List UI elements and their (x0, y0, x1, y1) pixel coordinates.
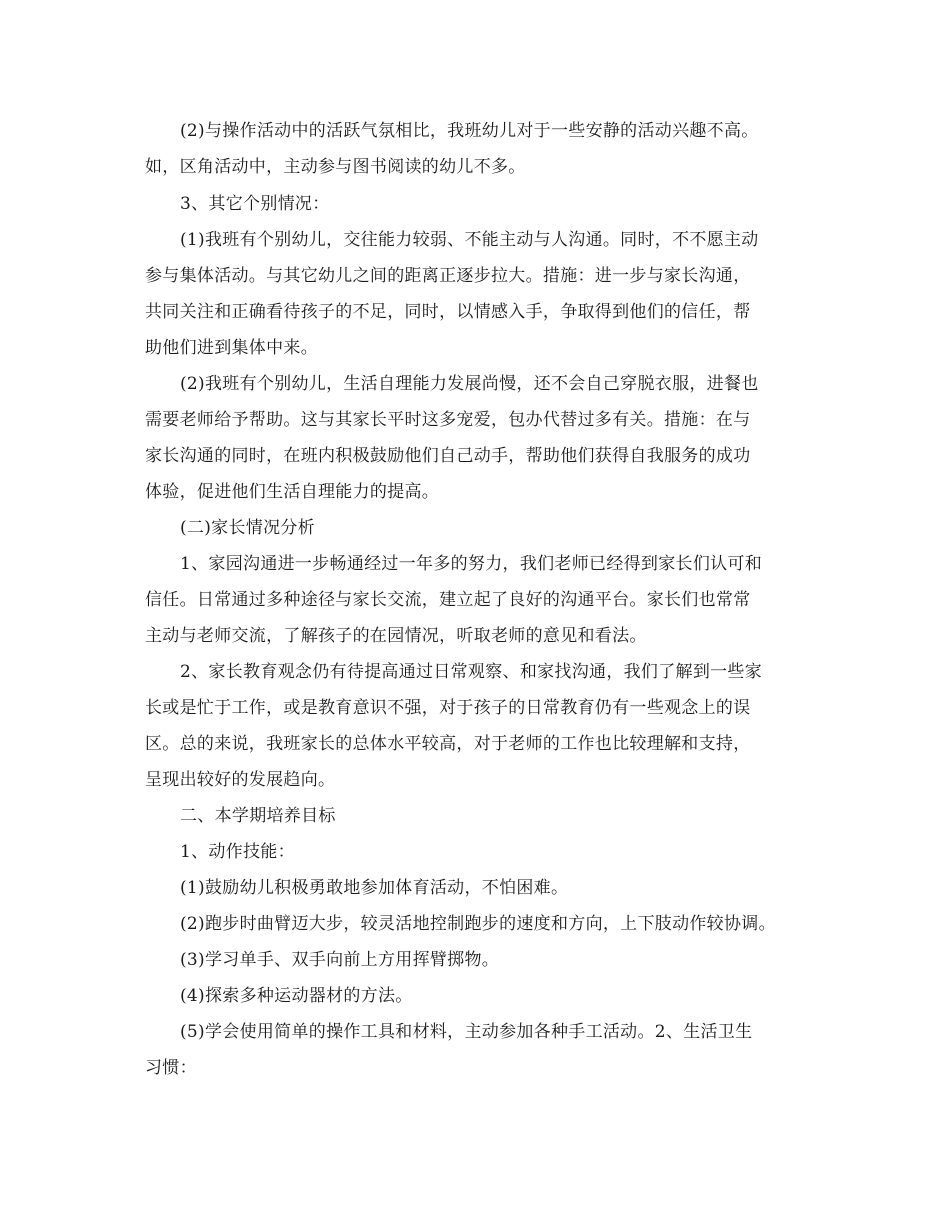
text-line: 家长沟通的同时，在班内积极鼓励他们自己动手，帮助他们获得自我服务的成功 (145, 446, 751, 466)
text-line: 2、家长教育观念仍有待提高通过日常观察、和家找沟通，我们了解到一些家 (180, 662, 763, 682)
text-line: 共同关注和正确看待孩子的不足，同时，以情感入手，争取得到他们的信任，帮 (145, 302, 751, 322)
text-line: 体验，促进他们生活自理能力的提高。 (145, 482, 440, 502)
section-heading: (二)家长情况分析 (180, 518, 315, 538)
list-item: (1)鼓励幼儿积极勇敢地参加体育活动，不怕困难。 (180, 878, 569, 898)
text-line: 3、其它个别情况： (180, 194, 330, 214)
text-line: 长或是忙于工作，或是教育意识不强，对于孩子的日常教育仍有一些观念上的误 (145, 698, 751, 718)
text-line: 如，区角活动中，主动参与图书阅读的幼儿不多。 (145, 157, 526, 177)
text-line: 1、家园沟通进一步畅通经过一年多的努力，我们老师已经得到家长们认可和 (180, 554, 763, 574)
list-item: (4)探索多种运动器材的方法。 (180, 986, 413, 1006)
text-line: 参与集体活动。与其它幼儿之间的距离正逐步拉大。措施：进一步与家长沟通， (145, 266, 751, 286)
text-line: 习惯： (145, 1058, 197, 1078)
text-line: 信任。日常通过多种途径与家长交流，建立起了良好的沟通平台。家长们也常常 (145, 590, 751, 610)
text-line: 助他们进到集体中来。 (145, 338, 318, 358)
text-line: 主动与老师交流，了解孩子的在园情况，听取老师的意见和看法。 (145, 626, 647, 646)
list-item: (2)跑步时曲臂迈大步，较灵活地控制跑步的速度和方向，上下肢动作较协调。 (180, 914, 776, 934)
text-line: (2)与操作活动中的活跃气氛相比，我班幼儿对于一些安静的活动兴趣不高。 (180, 121, 759, 141)
subsection-heading: 1、动作技能： (180, 842, 295, 862)
section-heading: 二、本学期培养目标 (180, 806, 336, 826)
list-item: (5)学会使用简单的操作工具和材料，主动参加各种手工活动。2、生活卫生 (180, 1022, 753, 1042)
text-line: 区。总的来说，我班家长的总体水平较高，对于老师的工作也比较理解和支持， (145, 734, 751, 754)
text-line: (2)我班有个别幼儿，生活自理能力发展尚慢，还不会自己穿脱衣服，进餐也 (180, 374, 759, 394)
text-line: (1)我班有个别幼儿，交往能力较弱、不能主动与人沟通。同时，不不愿主动 (180, 230, 759, 250)
text-line: 需要老师给予帮助。这与其家长平时这多宠爱，包办代替过多有关。措施：在与 (145, 410, 751, 430)
text-line: 呈现出较好的发展趋向。 (145, 770, 336, 790)
list-item: (3)学习单手、双手向前上方用挥臂掷物。 (180, 950, 500, 970)
